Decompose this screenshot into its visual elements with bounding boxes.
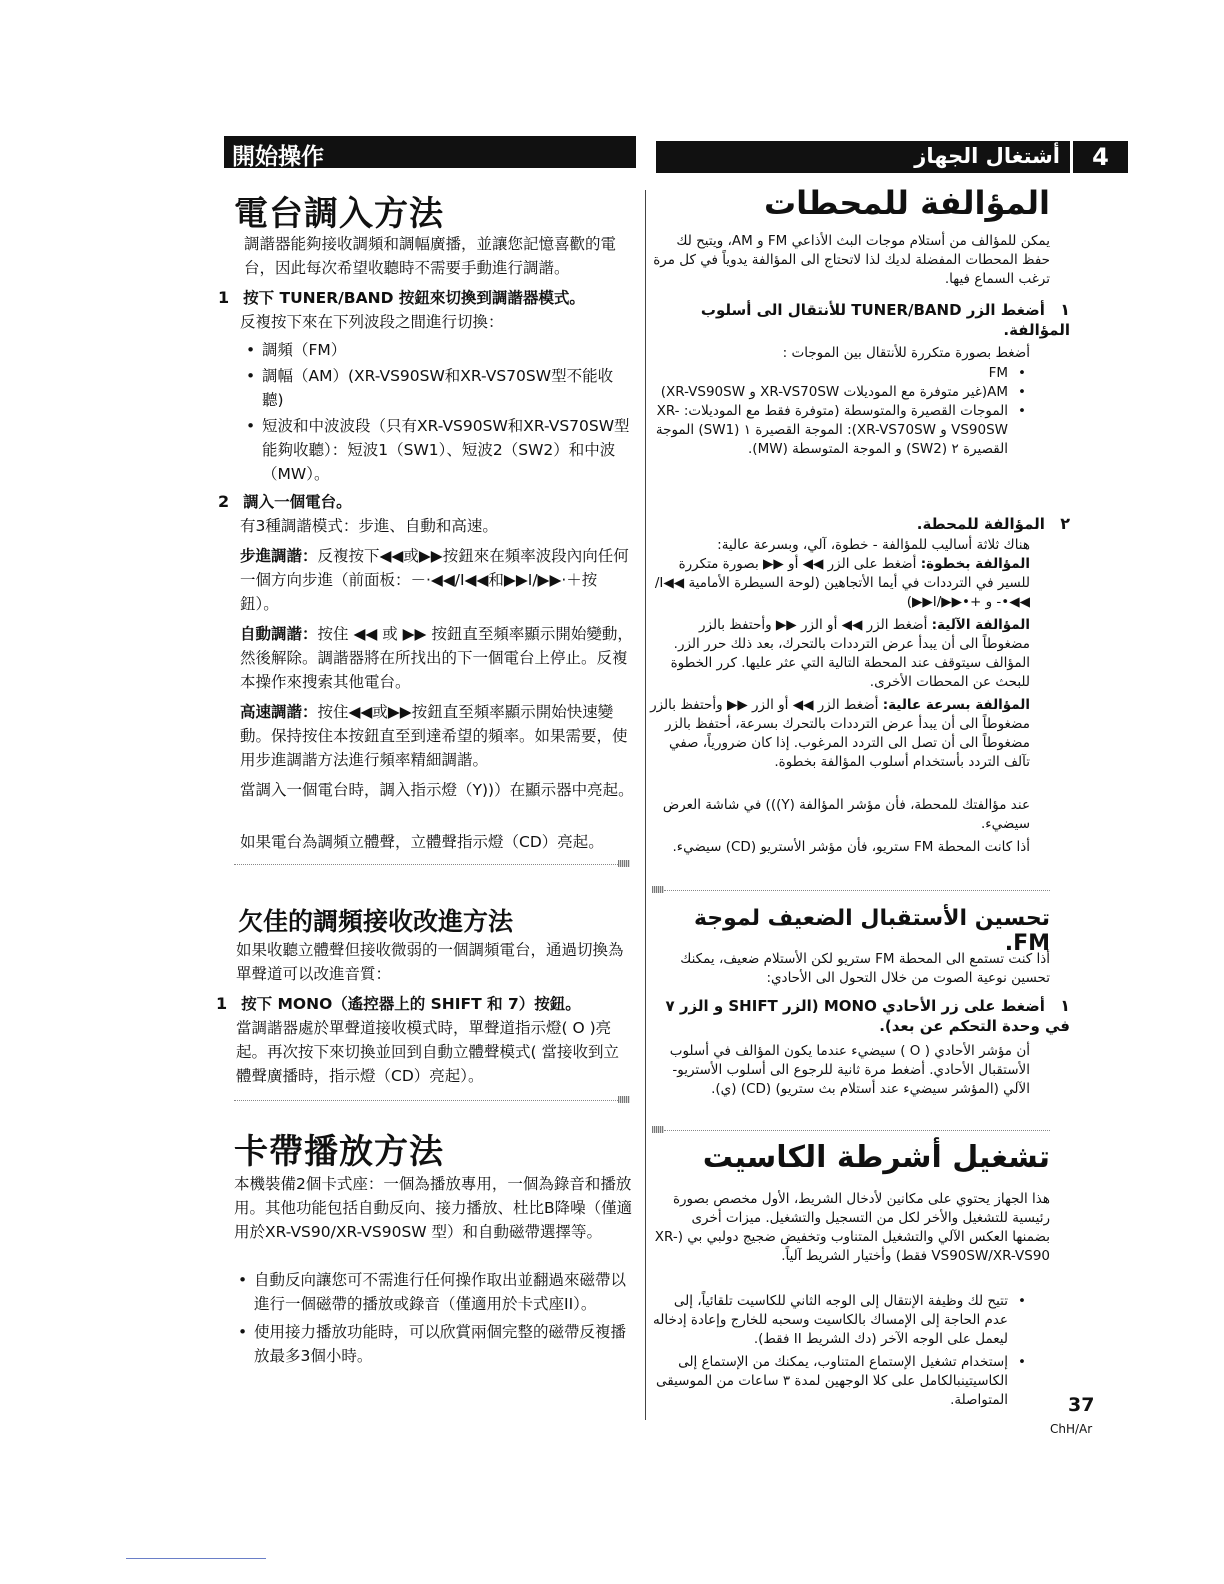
left-s3-bullet-list [232, 1268, 634, 1368]
right-s2-step1 [650, 996, 1070, 1036]
right-s1-step2-text: هناك ثلاثة أساليب للمؤالفة - خطوة، آلي، وبسرعة عالية: [717, 537, 1030, 553]
right-auto-tuning-label: المؤالفة الآلية: [931, 617, 1030, 633]
right-s3-bullet: • تتيح لك وظيفة الإنتقال إلى الوجه الثاني للكاسيت تلقائياً، إلى عدم الحاجة إلى الإمساك بالكاسيت وسحبه للخارج وإعادة إدخاله ليعمل على الوجه الآخر (دك الشريط II فقط). [650, 1292, 1030, 1349]
left-fast-tuning-text: 按住◀◀或▶▶按鈕直至頻率顯示開始快速變動。保持按住本按鈕直至到達希望的頻率。如果需要，使用步進調諧方法進行頻率精細調諧。 [240, 703, 628, 769]
left-s1-step1-num: 1 [218, 288, 230, 307]
right-fast-tuning-text: أضغط الزر ◀◀ أو الزر ▶▶ وأحتفظ بالزر مضغوطاً الى أن يبدأ عرض الترددات بالتحرك بسرعة، أحتفظ بالزر مضغوطاً الى أن تصل الى التردد المرغوب. إذا كان ضرورياً، صفي تآلف التردد بأستخدام أسلوب المؤالفة بخطوة. [650, 697, 1030, 770]
left-s1-step2-text: 有3種調諧模式：步進、自動和高速。 [240, 517, 498, 535]
left-s1-step2 [218, 490, 634, 512]
right-auto-tuning [650, 616, 1030, 692]
right-s1-step1-text: أضغط بصورة متكررة للأنتقال بين الموجات : [782, 345, 1030, 361]
left-step-tuning-label: 步進調諧： [240, 547, 318, 565]
right-s3-bullet-list [650, 1292, 1030, 1410]
right-step-tuning-text: أضغط على الزر ◀◀ أو ▶▶ بصورة متكررة للسير في الترددات في أيما الأتجاهين (لوحة السيطرة الأمامية ◀◀I/◀◀•- و +•▶▶/I▶▶) [654, 556, 1030, 610]
left-s3-bullet: • 使用接力播放功能時，可以欣賞兩個完整的磁帶反複播放最多3個小時。 [232, 1320, 634, 1368]
left-s2-step1-text: 當調諧器處於單聲道接收模式時，單聲道指示燈( O )亮起。再次按下來切換並回到自動立體聲模式( 當接收到立體聲廣播時，指示燈（CD）亮起）。 [236, 1019, 619, 1085]
page-number: 37 [1068, 1394, 1095, 1416]
left-auto-tuning-text: 按住 ◀◀ 或 ▶▶ 按鈕直至頻率顯示開始變動，然後解除。調諧器將在所找出的下一個電台上停止。反複本操作來搜索其他電台。 [240, 625, 633, 691]
right-s2-intro: أذا كنت تستمع الى المحطة FM ستريو لكن الأستلام ضعيف، يمكنك تحسين نوعية الصوت من خلال التحول الى الأحادي: [680, 951, 1050, 986]
right-separator-1 [664, 890, 1050, 891]
right-fast-tuning [650, 696, 1030, 772]
right-s1-step1-title: أضغط الزر TUNER/BAND للأنتقال الى أسلوب المؤالفة. [700, 301, 1070, 339]
left-s1-bullet: • 短波和中波波段（只有XR-VS90SW和XR-VS70SW型能夠收聽）：短波1（SW1）、短波2（SW2）和中波（MW）。 [240, 414, 634, 486]
right-header-bar [656, 141, 1070, 173]
left-s1-step1-text: 反複按下來在下列波段之間進行切換： [240, 313, 504, 331]
left-auto-tuning [240, 622, 634, 694]
left-tuned-indicator-text: 當調入一個電台時，調入指示燈（Y))）在顯示器中亮起。 [240, 781, 634, 799]
right-s1-bullet-list [650, 364, 1030, 459]
left-step-tuning-text: 反複按下◀◀或▶▶按鈕來在頻率波段內向任何一個方向步進（前面板：－·◀◀/I◀◀和▶▶I/▶▶·＋按鈕）。 [240, 547, 629, 613]
right-s2-step1-num: ١ [1060, 996, 1070, 1015]
left-s1-step1 [218, 286, 634, 308]
left-header-bar [224, 136, 636, 168]
left-separator-1-mark [618, 860, 630, 867]
right-s1-intro: يمكن للمؤالف من أستلام موجات البث الأذاعي FM و AM، ويتيح لك حفظ المحطات المفضلة لديك لذا لاتحتاج الى المؤالفة يدوياً في كل مرة ترغب السماع فيها. [653, 233, 1050, 287]
right-s1-bullet: • AM(غير متوفرة مع الموديلات XR-VS70SW و XR-VS90SW) [650, 383, 1030, 402]
right-stereo-indicator-text: أذا كانت المحطة FM ستريو، فأن مؤشر الأستريو (CD) سيضيء. [672, 839, 1030, 855]
right-separator-2 [664, 1130, 1050, 1131]
right-auto-tuning-text: أضغط الزر ◀◀ أو الزر ▶▶ وأحتفظ بالزر مضغوطاً الى أن يبدأ عرض الترددات بالتحرك، بعد ذلك حرر الزر. المؤالف سيتوقف عند المحطة التالية التي عثر عليها. كرر الخطوة للبحث عن المحطات الأخرى. [670, 617, 1030, 690]
right-tuned-indicator-text: عند مؤالفتك للمحطة، فأن مؤشر المؤالفة (Y))) في شاشة العرض سيضيء. [662, 797, 1030, 832]
left-s1-bullet: • 調頻（FM） [240, 338, 634, 362]
right-s1-bullet: • FM [650, 364, 1030, 383]
right-s2-title: تحسين الأستقبال الضعيف لموجة FM. [693, 906, 1050, 956]
left-auto-tuning-label: 自動調諧： [240, 625, 318, 643]
right-s2-step1-title: أضغط على زر الأحادي MONO (الزر SHIFT و الزر ٧ في وحدة التحكم عن بعد). [665, 997, 1070, 1035]
right-s2-step1-text: أن مؤشر الأحادي ( O ) سيضيء عندما يكون المؤالف في أسلوب الأستقبال الأحادي. أضغط مرة ثانية للرجوع الى أسلوب الأستريو-الآلي (المؤشر سيضيء عند أستلام بث ستريو) (CD) (ي). [669, 1043, 1030, 1097]
left-s1-bullet-list [240, 338, 634, 486]
left-header-title: 開始操作 [232, 144, 324, 170]
bottom-rule [126, 1558, 266, 1559]
right-separator-1-mark [652, 886, 664, 893]
right-s1-title: المؤالفة للمحطات [764, 184, 1050, 222]
left-s2-step1 [216, 992, 634, 1014]
left-separator-1 [234, 864, 620, 865]
left-s3-intro: 本機裝備2個卡式座：一個為播放專用，一個為錄音和播放用。其他功能包括自動反向、接力播放、杜比B降噪（僅適用於XR-VS90/XR-VS90SW 型）和自動磁帶選擇等。 [234, 1175, 633, 1241]
left-s1-bullet: • 調幅（AM）(XR-VS90SW和XR-VS70SW型不能收聽) [240, 364, 634, 412]
right-s3-intro: هذا الجهاز يحتوي على مكانين لأدخال الشريط، الأول مخصص بصورة رئيسية للتشغيل والأخر لكل من التسجيل والتشغيل. ميزات أخرى بضمنها العكس الآلي والتشغيل المتناوب وتخفيض ضجيج دولبي بي (XR-VS90SW/XR-VS90 فقط) وأختيار الشريط آلياً. [654, 1191, 1050, 1264]
left-s1-step2-num: 2 [218, 492, 230, 511]
right-separator-2-mark [652, 1126, 664, 1133]
right-s1-step2-title: المؤالفة للمحطة. [916, 515, 1045, 533]
left-fast-tuning [240, 700, 634, 772]
left-s3-bullet: • 自動反向讓您可不需進行任何操作取出並翻過來磁帶以進行一個磁帶的播放或錄音（僅適用於卡式座II）。 [232, 1268, 634, 1316]
left-s2-step1-num: 1 [216, 994, 228, 1013]
left-separator-2-mark [618, 1096, 630, 1103]
right-s1-step1 [650, 300, 1070, 340]
left-separator-2 [234, 1100, 620, 1101]
left-stereo-indicator-text: 如果電台為調頻立體聲，立體聲指示燈（CD）亮起。 [240, 833, 604, 851]
language-code: ChH/Ar [1050, 1422, 1093, 1436]
left-step-tuning [240, 544, 634, 616]
right-header-title: أشتغال الجهاز [914, 144, 1060, 168]
right-s3-bullet: • إستخدام تشغيل الإستماع المتناوب، يمكنك من الإستماع إلى الكاسيتينبالكامل على كلا الوجهين لمدة ٣ ساعات من الموسيقى المتواصلة. [650, 1353, 1030, 1410]
right-s1-step2-num: ٢ [1060, 514, 1070, 533]
right-s1-bullet: • الموجات القصيرة والمتوسطة (متوفرة فقط مع الموديلات: XR-VS90SW و XR-VS70SW): الموجة القصيرة ١ (SW1) الموجة القصيرة ٢ (SW2) و الموجة المتوسطة (MW). [650, 402, 1030, 459]
left-s1-step1-title: 按下 TUNER/BAND 按鈕來切換到調諧器模式。 [243, 289, 585, 307]
chapter-number-box [1073, 141, 1128, 173]
right-step-tuning [650, 555, 1030, 612]
right-s1-step2 [650, 514, 1070, 534]
left-s2-step1-title: 按下 MONO（遙控器上的 SHIFT 和 7）按鈕。 [241, 995, 581, 1013]
left-s2-intro: 如果收聽立體聲但接收微弱的一個調頻電台，通過切換為單聲道可以改進音質： [236, 941, 624, 983]
right-step-tuning-label: المؤالفة بخطوة: [920, 556, 1030, 572]
left-s1-step2-title: 調入一個電台。 [243, 493, 352, 511]
left-s1-intro: 調諧器能夠接收調頻和調幅廣播，並讓您記憶喜歡的電台，因此每次希望收聽時不需要手動進行調諧。 [244, 235, 617, 277]
column-divider [645, 190, 646, 1420]
chapter-number: 4 [1092, 143, 1109, 171]
left-s2-title: 欠佳的調頻接收改進方法 [238, 907, 514, 936]
right-s3-title: تشغيل أشرطة الكاسيت [702, 1140, 1050, 1175]
left-s3-title: 卡帶播放方法 [234, 1132, 444, 1172]
right-fast-tuning-label: المؤالفة بسرعة عالية: [882, 697, 1030, 713]
left-fast-tuning-label: 高速調諧： [240, 703, 318, 721]
right-s1-step1-num: ١ [1060, 300, 1070, 319]
left-s1-title: 電台調入方法 [234, 194, 444, 234]
